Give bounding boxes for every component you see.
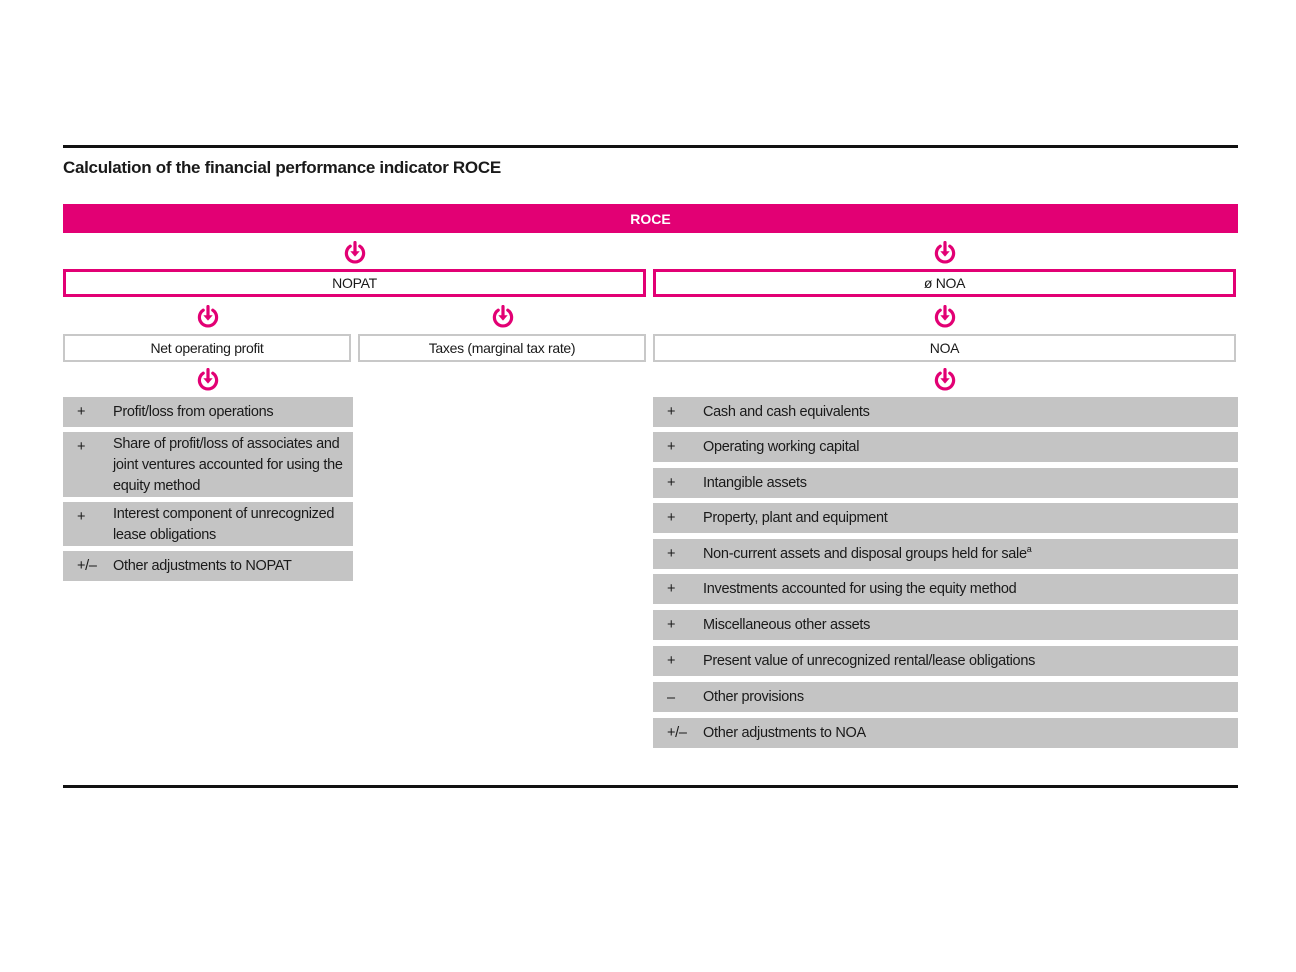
nopat-item [63, 397, 353, 427]
item-label: Investments accounted for using the equity method [703, 581, 1017, 597]
item-operator: + [77, 509, 86, 525]
nopat-box [63, 269, 646, 297]
item-operator: + [667, 510, 676, 526]
item-operator: + [667, 546, 676, 562]
item-label: Intangible assets [703, 475, 807, 491]
noa-item [653, 574, 1238, 604]
item-operator: + [667, 653, 676, 669]
circular-arrow-down-icon [491, 305, 515, 329]
roce-label: ROCE [630, 210, 671, 227]
nopat-item [63, 432, 353, 497]
item-label: Other adjustments to NOA [703, 725, 866, 741]
item-operator: + [667, 475, 676, 491]
item-operator: + [77, 439, 86, 455]
item-label: Property, plant and equipment [703, 510, 888, 526]
noa-item [653, 682, 1238, 712]
net-operating-profit-box [63, 334, 351, 362]
item-operator: + [667, 404, 676, 420]
item-label: Miscellaneous other assets [703, 617, 871, 633]
item-operator: + [667, 581, 676, 597]
item-operator: + [667, 439, 676, 455]
item-label: Non-current assets and disposal groups held for sale [703, 546, 1027, 562]
noa-item [653, 468, 1238, 498]
circular-arrow-down-icon [933, 305, 957, 329]
footnote-marker: a [1026, 544, 1032, 555]
item-label: Other adjustments to NOPAT [113, 558, 292, 574]
taxes-box [358, 334, 646, 362]
item-label: Share of profit/loss of associates and joint ventures accounted for using the equity method [113, 436, 343, 494]
item-operator: + [77, 404, 86, 420]
nopat-label: NOPAT [332, 275, 377, 291]
noa-item [653, 397, 1238, 427]
item-label: Interest component of unrecognized lease obligations [113, 506, 335, 543]
noa-item [653, 503, 1238, 533]
item-operator: – [667, 690, 675, 706]
item-label: Present value of unrecognized rental/lease obligations [703, 653, 1036, 669]
noa-item [653, 646, 1238, 676]
item-label: Cash and cash equivalents [703, 404, 870, 420]
circular-arrow-down-icon [196, 305, 220, 329]
page-title: Calculation of the financial performance indicator ROCE [63, 158, 501, 177]
item-label: Operating working capital [703, 439, 860, 455]
item-label: Other provisions [703, 689, 804, 705]
noa-box [653, 334, 1236, 362]
circular-arrow-down-icon [933, 241, 957, 265]
circular-arrow-down-icon [343, 241, 367, 265]
nopat-item [63, 502, 353, 546]
noa-item [653, 610, 1238, 640]
circular-arrow-down-icon [196, 368, 220, 392]
avg-noa-label: ø NOA [923, 275, 966, 291]
nopat-item [63, 551, 353, 581]
net-operating-profit-label: Net operating profit [150, 340, 264, 356]
bottom-rule [63, 785, 1238, 788]
top-rule [63, 145, 1238, 148]
item-label-with-footnote [703, 544, 1232, 565]
item-operator: +/– [77, 558, 97, 574]
item-label: Profit/loss from operations [113, 404, 274, 420]
noa-item [653, 432, 1238, 462]
noa-label: NOA [929, 340, 960, 356]
item-operator: +/– [667, 725, 687, 741]
circular-arrow-down-icon [933, 368, 957, 392]
roce-header [63, 204, 1238, 233]
avg-noa-box [653, 269, 1236, 297]
noa-item [653, 539, 1238, 569]
noa-item [653, 718, 1238, 748]
item-operator: + [667, 617, 676, 633]
taxes-label: Taxes (marginal tax rate) [428, 340, 576, 356]
